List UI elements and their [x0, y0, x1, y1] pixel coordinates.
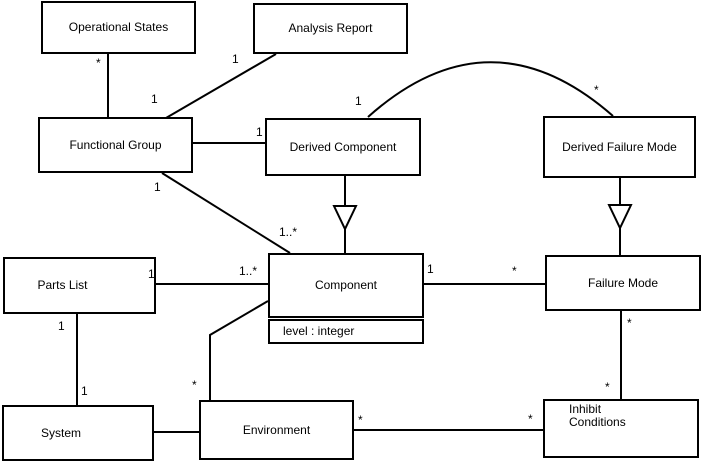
- multiplicity-label: *: [528, 412, 533, 426]
- multiplicity-label: 1: [154, 180, 161, 194]
- class-name-label: Functional Group: [69, 137, 162, 152]
- multiplicity-label: 1: [148, 267, 155, 281]
- class-name-label: Operational States: [68, 20, 169, 34]
- multiplicity-label: 1: [355, 94, 362, 108]
- multiplicity-label: 1..*: [279, 225, 298, 239]
- multiplicity-label: 1: [151, 92, 158, 106]
- multiplicity-label: 1: [58, 319, 65, 333]
- multiplicity-label: *: [96, 56, 101, 70]
- class-analysis-report: [253, 3, 408, 54]
- class-name-label: Derived Component: [289, 139, 397, 154]
- multiplicity-label: 1..*: [239, 264, 258, 278]
- class-name-label: Derived Failure Mode: [562, 139, 677, 154]
- multiplicity-label: 1: [427, 262, 434, 276]
- class-component: [268, 253, 424, 318]
- class-name-label: Failure Mode: [587, 275, 659, 290]
- multiplicity-label: *: [512, 264, 517, 278]
- class-parts-list: [3, 257, 156, 314]
- multiplicity-label: *: [627, 316, 632, 330]
- generalization-triangle-icon: [609, 205, 631, 228]
- assoc-derived-component-derived-failure-mode: [368, 62, 613, 117]
- multiplicity-label: *: [192, 378, 197, 392]
- class-system: [2, 405, 154, 461]
- multiplicity-label: 1: [256, 125, 263, 139]
- multiplicity-label: *: [594, 83, 599, 97]
- attribute-label: level : integer: [283, 324, 355, 338]
- class-name-label: System: [40, 425, 81, 440]
- multiplicity-label: 1: [232, 52, 239, 66]
- class-name-label: Parts List: [37, 278, 88, 292]
- class-failure-mode: [545, 255, 701, 311]
- class-name-label: Component: [314, 278, 378, 292]
- assoc-environment-component: [210, 301, 268, 400]
- class-component-attributes: [268, 319, 424, 344]
- generalization-triangle-icon: [334, 206, 356, 229]
- class-derived-component: [265, 118, 421, 176]
- class-inhibit-conditions: [543, 399, 699, 458]
- class-name-label: Inhibit Conditions: [569, 402, 626, 429]
- multiplicity-label: *: [605, 380, 610, 394]
- class-name-label: Environment: [242, 422, 311, 437]
- class-environment: [199, 400, 354, 460]
- class-name-label: Analysis Report: [288, 21, 373, 35]
- class-operational-states: [41, 1, 196, 54]
- assoc-functional-group-component: [162, 173, 290, 253]
- class-functional-group: [38, 117, 193, 173]
- class-derived-failure-mode: [543, 116, 696, 178]
- assoc-analysis-report-functional-group: [166, 54, 276, 118]
- multiplicity-label: 1: [81, 384, 88, 398]
- multiplicity-label: *: [358, 413, 363, 427]
